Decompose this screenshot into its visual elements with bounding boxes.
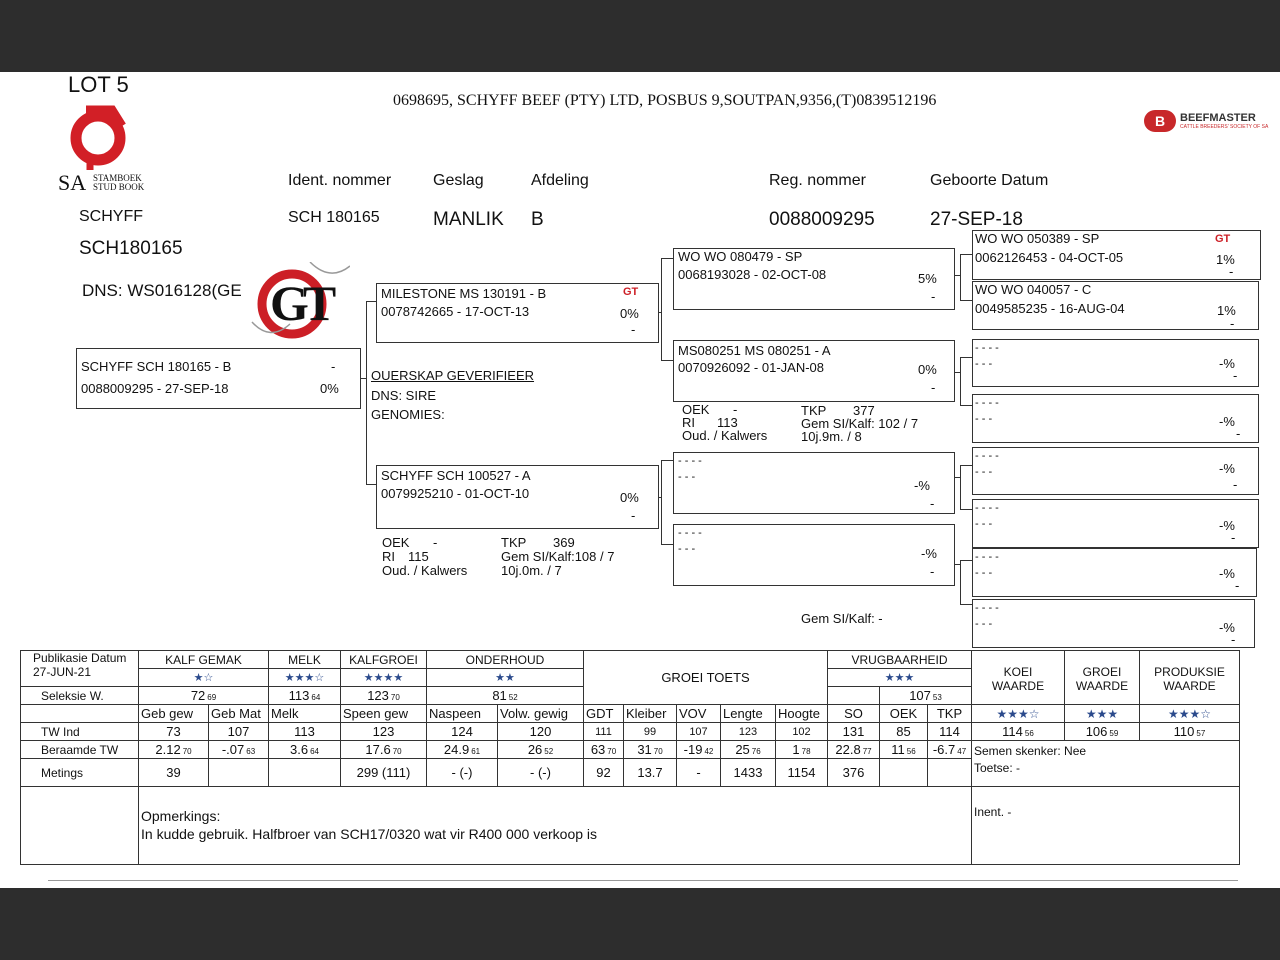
breeder-header: 0698695, SCHYFF BEEF (PTY) LTD, POSBUS 9,SOUTPAN,9356,(T)0839512196: [393, 92, 937, 109]
dam-dam-gem: Gem SI/Kalf: -: [801, 611, 883, 626]
pedigree-gen4-box-3: - - - - - - - -% -: [972, 339, 1259, 387]
pedigree-sire-dam-box: MS080251 MS 080251 - A 0070926092 - 01-JAN-08 0% -: [673, 340, 955, 402]
groei-value: 106 59: [1065, 723, 1140, 741]
self-name: SCHYFF SCH 180165 - B: [81, 359, 232, 374]
genetic-test-logo: [250, 262, 350, 344]
dam-reg: 0079925210 - 01-OCT-10: [381, 486, 530, 501]
ident-value: SCH 180165: [288, 209, 380, 226]
sa-letters: SA: [58, 170, 87, 195]
melk-index: 113 64: [269, 687, 341, 705]
groei-waarde-label: GROEI WAARDE: [1065, 651, 1140, 705]
onderhoud-label: ONDERHOUD: [427, 651, 584, 669]
dns-sire: DNS: SIRE: [371, 388, 437, 403]
groei-toets-label: GROEI TOETS: [584, 651, 828, 705]
column-header-row: Geb gew Geb Mat Melk Speen gew Naspeen Volw. gewig GDT Kleiber VOV Lengte Hoogte SO OEK TKP ★★★☆ ★★★ ★★★☆: [21, 705, 1240, 723]
kalf-gemak-index: 72 69: [139, 687, 269, 705]
remarks-row: [21, 787, 1240, 865]
pedigree-sheet: LOT 5 0698695, SCHYFF BEEF (PTY) LTD, POSBUS 9,SOUTPAN,9356,(T)0839512196 SA STAMBOEK STUD BOOK B BEEFMASTER CATTLE BREEDERS' SOCIETY OF SA Ident. nommer Geslag Afdeling Reg. nommer Geboorte Datum SCHYFF SCH180165 SCH 180165 MANLIK B 0088009295 27-SEP-18 DNS: WS016128(GE GT SCHYFF SCH 180165 - B - 0088009295 - 27-SEP-18 0% OUERSKAP GEVERIFIEER DNS: SIRE GENOMIES: MILESTONE MS 130191 - B 0078742665 - 17-OCT-13 0% - GT SCHYFF SCH 100527 - A 0079925210 - 01-OCT-10 0% - OEK - RI 115 Oud. / Kalwers TKP 369 Gem SI/Kalf:108 / 7 10j.0m. / 7 WO WO 080479 - SP 0068193028 - 02-OCT-08 5% - MS080251 MS 080251 - A 0070926092 - 01-JAN-08 0% - OEK - RI 113 Oud. / Kalwers TKP 377 Gem SI/Kalf: 102 / 7 10j.9m. / 8 - - - - - - - -% - - - - - - - - -% - Gem SI/Kalf: - WO WO 050389 - SP 0062126453 - 04-OCT-05 1% - GT WO WO 040057 - C 0049585235 - 16-AUG-04 1% - - - - - - - - -% - - - - - - - - -% - - - - - - - - -% - - - - - - - - -% - - - - - - - - -% - - - - - - - - -% - Publikasie Datum 27-JUN-21 KALF GEMAK MELK KALFGROEI ONDERHOUD GROEI TOETS VRUGBAARHEID KOEI WAARDE GROEI WAARDE PRODUKSIE WAARDE ★☆ ★★★☆ ★★★★ ★★ ★★★ Seleksie W. 72 69 113 64 123 70 81 52 107 53 Geb gew Geb Mat Melk Speen gew Naspeen Volw. gewig GDT Kleiber VOV Lengte Hoogte SO OEK TKP ★★★☆ ★★★ ★★★☆ TW Ind 73 107 113 123 124 120 111 99 107 123 102 131 85 114 114 56 106 59 110 57 Beraamde TW 2.12 70 -.07 63 3.6 64 17.6 70 24.9 61 26 52 63 70 31 70 -19 42 25 76 1 78 22.8 77 11 56 -6.7 47 Semen skenker: Nee Toetse: - Metings 39 299 (111) - (-) - (-) 92 13.7 - 1433 1154 376 Opmerkings: In kudde gebruik. Halfbroer van SCH17/0320 wat vir R400 000 verkoop is Inent. -: [0, 72, 1280, 888]
pedigree-sire-sire-box: WO WO 080479 - SP 0068193028 - 02-OCT-08 5% -: [673, 248, 955, 310]
gt-letters: GT: [270, 275, 331, 331]
breeder-name: SCHYFF: [79, 208, 143, 225]
metings-row: Metings 39 299 (111) - (-) - (-) 92 13.7 - 1433 1154 376: [21, 759, 1240, 787]
produksie-stars: ★★★☆: [1140, 705, 1240, 723]
label-dob: Geboorte Datum: [930, 172, 1049, 189]
pedigree-gen4-box-6: - - - - - - - -% -: [972, 499, 1259, 548]
dam-dash: -: [631, 508, 636, 523]
onderhoud-stars: ★★: [427, 669, 584, 687]
semen-toetse-cell: Semen skenker: Nee Toetse: -: [972, 741, 1240, 787]
pedigree-sire-box: [376, 283, 659, 343]
seleksie-label: Seleksie W.: [21, 687, 139, 705]
parentage-verified: OUERSKAP GEVERIFIEER: [371, 368, 535, 383]
reg-value: 0088009295: [769, 209, 875, 230]
tw-ind-row: TW Ind 73 107 113 123 124 120 111 99 107 123 102 131 85 114 114 56 106 59 110 57: [21, 723, 1240, 741]
sire-reg: 0078742665 - 17-OCT-13: [381, 304, 530, 319]
onderhoud-index: 81 52: [427, 687, 584, 705]
label-reg: Reg. nommer: [769, 172, 866, 189]
performance-table: [20, 650, 1240, 865]
pedigree-gen4-box-2: WO WO 040057 - C 0049585235 - 16-AUG-04 1% -: [972, 281, 1259, 330]
sex-value: MANLIK: [433, 209, 504, 230]
kalfgroei-index: 123 70: [341, 687, 427, 705]
kalfgroei-label: KALFGROEI: [341, 651, 427, 669]
vrugbaarheid-stars: ★★★: [828, 669, 972, 687]
groei-stars: ★★★: [1065, 705, 1140, 723]
produksie-value: 110 57: [1140, 723, 1240, 741]
sire-name: MILESTONE MS 130191 - B: [381, 286, 547, 301]
koei-waarde-label: KOEI WAARDE: [972, 651, 1065, 705]
kalf-gemak-stars: ★☆: [139, 669, 269, 687]
pedigree-self-box: [76, 348, 361, 409]
self-pct: 0%: [320, 381, 339, 396]
inent-cell: Inent. -: [972, 787, 1240, 865]
sire-pct: 0%: [620, 306, 639, 321]
kalf-gemak-label: KALF GEMAK: [139, 651, 269, 669]
beefmaster-badge-icon: B: [1144, 110, 1176, 132]
label-dept: Afdeling: [531, 172, 589, 189]
dam-name: SCHYFF SCH 100527 - A: [381, 468, 531, 483]
beefmaster-name: BEEFMASTER: [1180, 112, 1256, 124]
label-sex: Geslag: [433, 172, 484, 189]
lot-number: LOT 5: [68, 72, 129, 97]
pedigree-gen4-box-7: - - - - - - - -% -: [972, 548, 1257, 597]
bottom-rule: [48, 880, 1238, 881]
sire-gt-icon: GT: [623, 286, 639, 298]
beraamde-tw-row: Beraamde TW 2.12 70 -.07 63 3.6 64 17.6 70 24.9 61 26 52 63 70 31 70 -19 42 25 76 1 78 22.8 77 11 56 -6.7 47 Semen skenker: Nee Toetse: -: [21, 741, 1240, 759]
sire-dash: -: [631, 322, 636, 337]
pedigree-dam-dam-box: - - - - - - - -% -: [673, 524, 955, 586]
pedigree-gen4-box-5: - - - - - - - -% -: [972, 447, 1259, 495]
pedigree-gen4-box-4: - - - - - - - -% -: [972, 394, 1259, 443]
dob-value: 27-SEP-18: [930, 209, 1023, 230]
dam-pct: 0%: [620, 490, 639, 505]
label-ident: Ident. nommer: [288, 172, 392, 189]
self-reg: 0088009295 - 27-SEP-18: [81, 381, 229, 396]
gen4-gt-icon: GT: [1215, 233, 1231, 245]
stud-book-text: STAMBOEK STUD BOOK: [93, 173, 145, 192]
pub-date-cell: Publikasie Datum 27-JUN-21: [21, 651, 139, 687]
koei-stars: ★★★☆: [972, 705, 1065, 723]
produksie-waarde-label: PRODUKSIE WAARDE: [1140, 651, 1240, 705]
pedigree-gen4-box-8: - - - - - - - -% -: [972, 599, 1255, 648]
beefmaster-tagline: CATTLE BREEDERS' SOCIETY OF SA: [1180, 124, 1269, 130]
stud-book-emblem-icon: [68, 102, 132, 172]
melk-label: MELK: [269, 651, 341, 669]
dns-code: DNS: WS016128(GE: [82, 281, 242, 300]
kalfgroei-stars: ★★★★: [341, 669, 427, 687]
koei-value: 114 56: [972, 723, 1065, 741]
remarks-cell: Opmerkings: In kudde gebruik. Halfbroer van SCH17/0320 wat vir R400 000 verkoop is: [139, 787, 972, 865]
melk-stars: ★★★☆: [269, 669, 341, 687]
animal-code: SCH180165: [79, 238, 183, 259]
vrugbaarheid-index: 107 53: [880, 687, 972, 705]
pedigree-dam-box: [376, 465, 659, 529]
genomics: GENOMIES:: [371, 407, 445, 422]
vrugbaarheid-label: VRUGBAARHEID: [828, 651, 972, 669]
pedigree-dam-sire-box: - - - - - - - -% -: [673, 452, 955, 514]
pedigree-gen4-box-1: WO WO 050389 - SP 0062126453 - 04-OCT-05 1% - GT: [972, 230, 1261, 280]
dept-value: B: [531, 209, 544, 230]
self-dash: -: [331, 359, 336, 374]
